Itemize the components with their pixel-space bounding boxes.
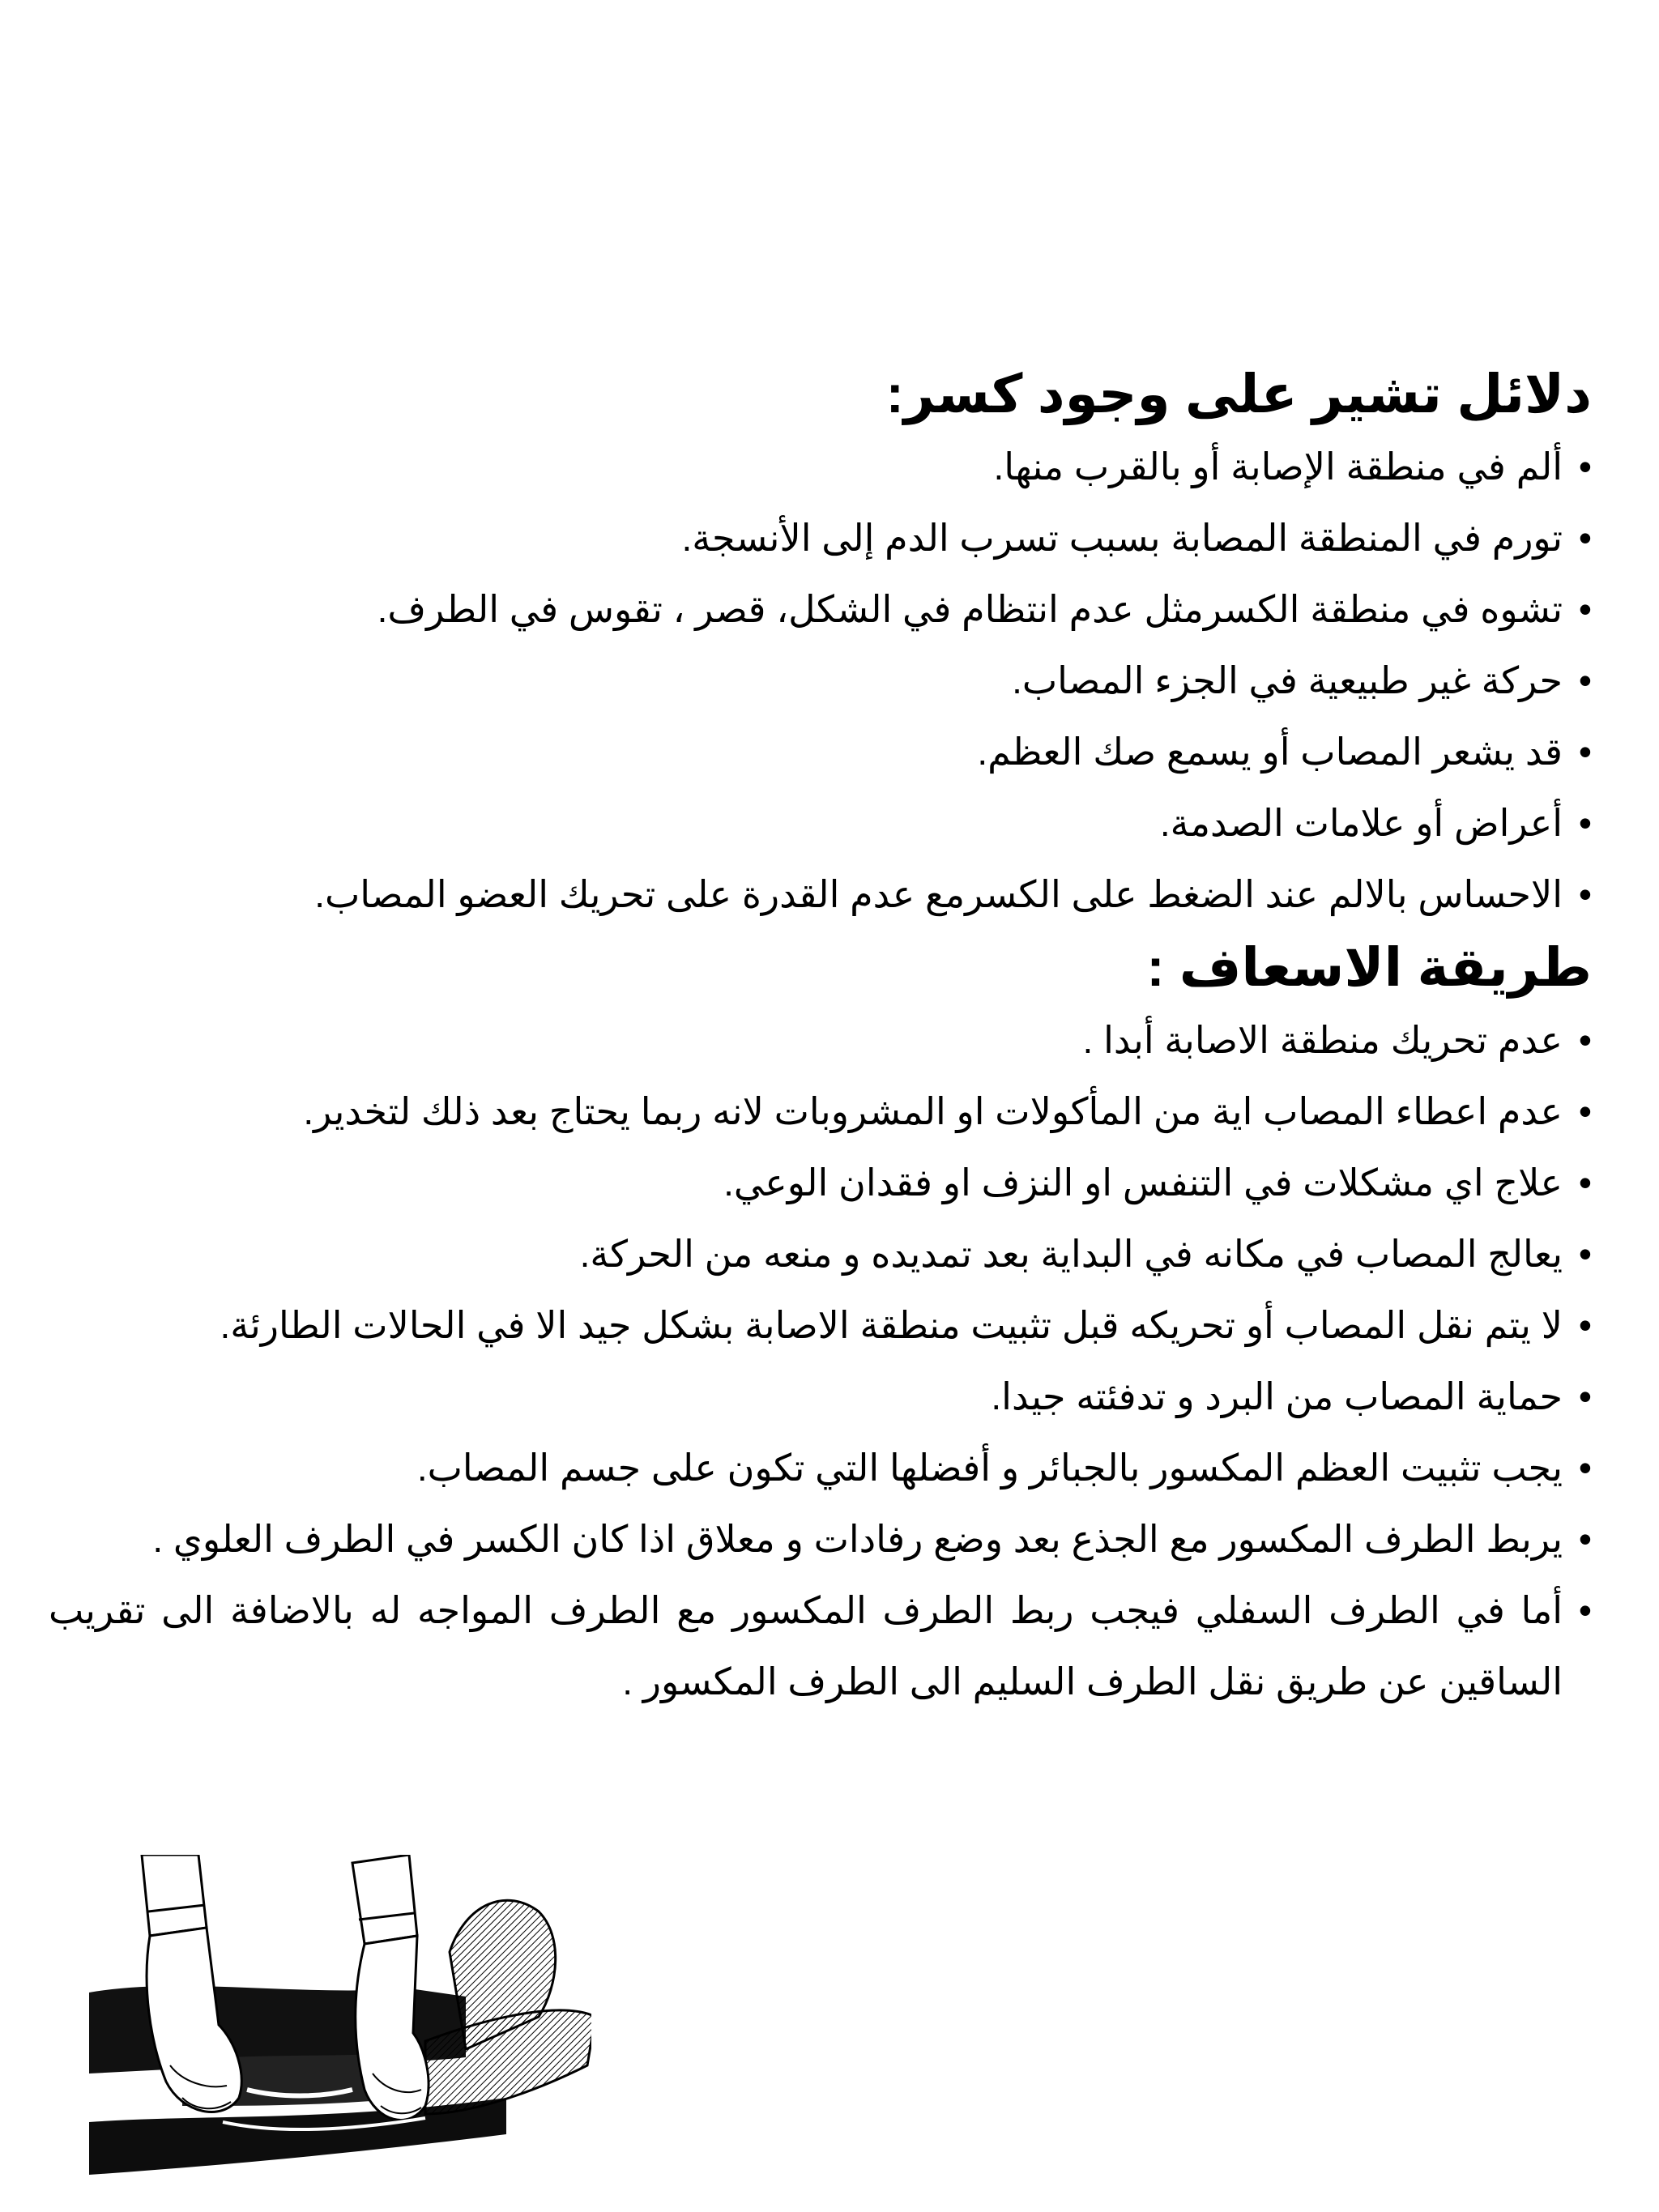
list-item: • حركة غير طبيعية في الجزء المصاب. (49, 645, 1592, 716)
list-item: • يجب تثبيت العظم المكسور بالجبائر و أفضلها التي تكون على جسم المصاب. (49, 1432, 1592, 1503)
signs-list (49, 431, 1592, 930)
list-item: • أعراض أو علامات الصدمة. (49, 787, 1592, 859)
list-item: • تورم في المنطقة المصابة بسبب تسرب الدم إلى الأنسجة. (49, 502, 1592, 573)
list-item: • علاج اي مشكلات في التنفس او النزف او فقدان الوعي. (49, 1147, 1592, 1218)
list-item: • حماية المصاب من البرد و تدفئته جيدا. (49, 1361, 1592, 1432)
list-item: • عدم تحريك منطقة الاصابة أبدا . (49, 1004, 1592, 1076)
list-item: • ألم في منطقة الإصابة أو بالقرب منها. (49, 431, 1592, 502)
list-item: • تشوه في منطقة الكسرمثل عدم انتظام في الشكل، قصر ، تقوس في الطرف. (49, 573, 1592, 645)
splinting-legs-illustration-icon (85, 1855, 591, 2179)
list-item: • يربط الطرف المكسور مع الجذع بعد وضع رفادات و معلاق اذا كان الكسر في الطرف العلوي . (49, 1503, 1592, 1575)
signs-heading: دلائل تشير على وجود كسر: (885, 364, 1592, 424)
first-aid-list (49, 1004, 1592, 1717)
list-item: • أما في الطرف السفلي فيجب ربط الطرف المكسور مع الطرف المواجه له بالاضافة الى تقريب الساقين عن طريق نقل الطرف السليم الى الطرف المكسور . (49, 1575, 1592, 1717)
list-item: • قد يشعر المصاب أو يسمع صك العظم. (49, 716, 1592, 787)
list-item: • لا يتم نقل المصاب أو تحريكه قبل تثبيت منطقة الاصابة بشكل جيد الا في الحالات الطارئة. (49, 1289, 1592, 1361)
list-item: • عدم اعطاء المصاب اية من المأكولات او المشروبات لانه ربما يحتاج بعد ذلك لتخدير. (49, 1076, 1592, 1147)
first-aid-heading: طريقة الاسعاف : (1146, 937, 1592, 997)
list-item: • الاحساس بالالم عند الضغط على الكسرمع عدم القدرة على تحريك العضو المصاب. (49, 859, 1592, 930)
list-item: • يعالج المصاب في مكانه في البداية بعد تمديده و منعه من الحركة. (49, 1218, 1592, 1289)
document-body (49, 356, 1592, 1717)
